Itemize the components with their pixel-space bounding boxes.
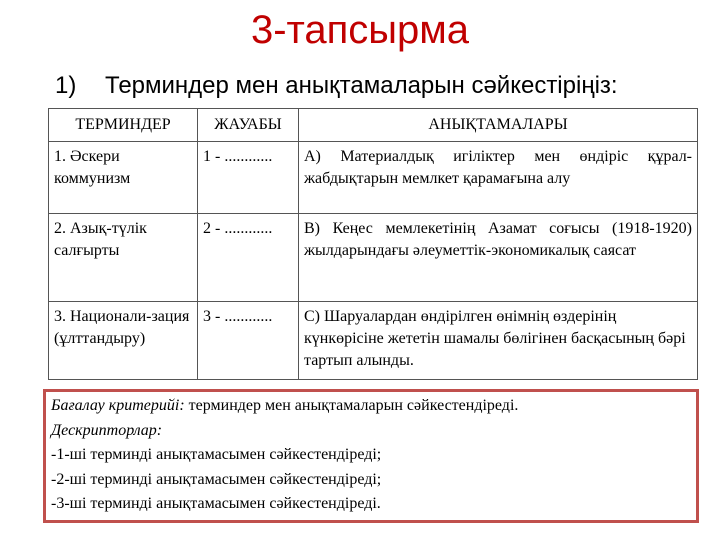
answer-cell[interactable]: 3 - ............ bbox=[198, 302, 299, 380]
table-row bbox=[49, 214, 698, 302]
table-header-row bbox=[49, 109, 698, 142]
header-terms: ТЕРМИНДЕР bbox=[49, 109, 198, 142]
task-instruction bbox=[55, 72, 618, 100]
table-row bbox=[49, 142, 698, 214]
descriptors-label-text: Дескрипторлар: bbox=[51, 421, 163, 439]
task-text: Терминдер мен анықтамаларын сәйкестіріңіз: bbox=[105, 72, 618, 99]
term-cell: 3. Национали-зация (ұлттандыру) bbox=[49, 302, 198, 380]
table-row bbox=[49, 302, 698, 380]
term-cell: 1. Әскери коммунизм bbox=[49, 142, 198, 214]
definition-cell: А) Материалдық игіліктер мен өндіріс құрал-жабдықтарын мемлкет қарамағына алу bbox=[299, 142, 698, 214]
header-definitions: АНЫҚТАМАЛАРЫ bbox=[299, 109, 698, 142]
slide-title: 3-тапсырма bbox=[250, 8, 470, 52]
descriptor-item: -3-ші терминді анықтамасымен сәйкестендіреді. bbox=[51, 495, 381, 512]
assessment-criteria-box bbox=[43, 389, 699, 523]
header-answer: ЖАУАБЫ bbox=[198, 109, 299, 142]
answer-cell[interactable]: 1 - ............ bbox=[198, 142, 299, 214]
criteria-label: Бағалау критерийі: bbox=[51, 397, 185, 414]
descriptor-item: -1-ші терминді анықтамасымен сәйкестендіреді; bbox=[51, 446, 382, 463]
criteria-text: терминдер мен анықтамаларын сәйкестендіреді. bbox=[184, 397, 519, 414]
term-cell: 2. Азық-түлік салғырты bbox=[49, 214, 198, 302]
descriptor-item: -2-ші терминді анықтамасымен сәйкестендіреді; bbox=[51, 470, 382, 488]
descriptors-label bbox=[51, 419, 691, 444]
task-number: 1) bbox=[55, 72, 77, 99]
answer-cell[interactable]: 2 - ............ bbox=[198, 214, 299, 302]
definition-cell: С) Шаруалардан өндірілген өнімнің өздерінің күнкөрісіне жететін шамалы бөлігінен басқасының бәрі тартып алынды. bbox=[299, 302, 698, 380]
definition-cell: В) Кеңес мемлекетінің Азамат соғысы (1918-1920) жылдарындағы әлеуметтік-экономикалық саясат bbox=[299, 214, 698, 302]
matching-table bbox=[48, 108, 698, 380]
criteria-line bbox=[51, 394, 691, 419]
